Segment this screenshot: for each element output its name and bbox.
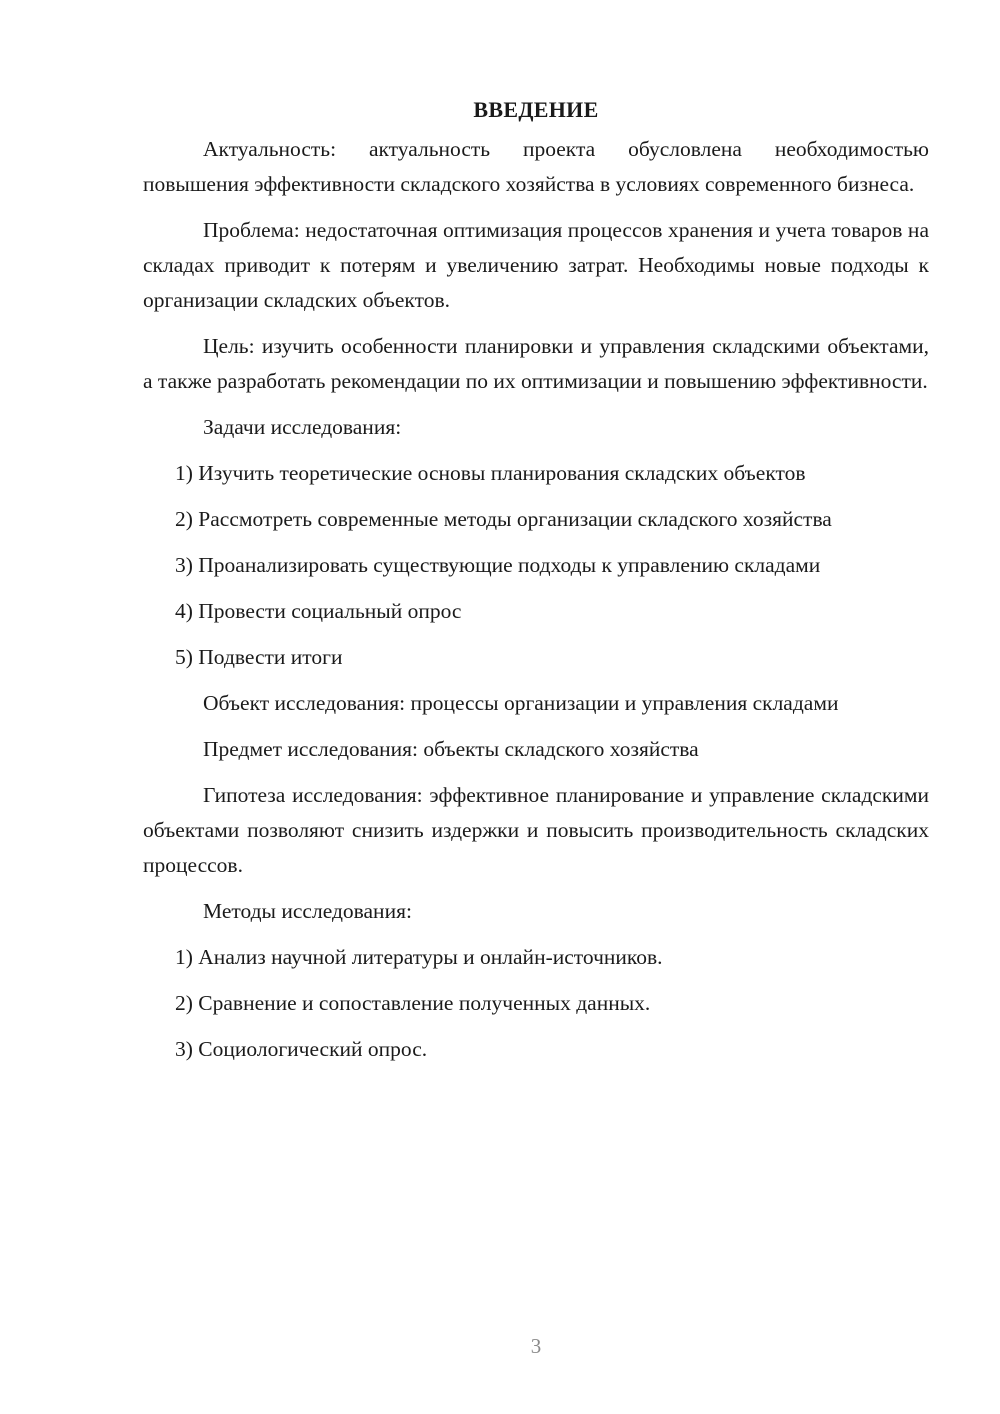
page-number: 3 — [530, 1334, 542, 1358]
methods-heading: Методы исследования: — [203, 899, 412, 923]
task-item-5: 5) Подвести итоги — [175, 645, 343, 669]
paragraph-hypothesis: Гипотеза исследования: эффективное планирование и управление складскими объектами позволяют снизить издержки и повысить производительность складских процессов. — [143, 783, 929, 877]
paragraph-relevance: Актуальность: актуальность проекта обусловлена необходимостью повышения эффективности складского хозяйства в условиях современного бизнеса. — [143, 137, 929, 196]
paragraph-problem: Проблема: недостаточная оптимизация процессов хранения и учета товаров на складах приводит к потерям и увеличению затрат. Необходимы новые подходы к организации складских объектов. — [143, 218, 929, 312]
method-item-1: 1) Анализ научной литературы и онлайн-источников. — [175, 945, 663, 969]
paragraph-goal: Цель: изучить особенности планировки и управления складскими объектами, а также разработать рекомендации по их оптимизации и повышению эффективности. — [143, 334, 929, 393]
tasks-heading: Задачи исследования: — [203, 415, 402, 439]
task-item-1: 1) Изучить теоретические основы планирования складских объектов — [175, 461, 806, 485]
task-item-2: 2) Рассмотреть современные методы организации складского хозяйства — [175, 507, 832, 531]
method-item-3: 3) Социологический опрос. — [175, 1037, 428, 1061]
task-item-3: 3) Проанализировать существующие подходы к управлению складами — [175, 553, 821, 577]
paragraph-object: Объект исследования: процессы организации и управления складами — [203, 691, 839, 715]
method-item-2: 2) Сравнение и сопоставление полученных данных. — [175, 991, 651, 1015]
task-item-4: 4) Провести социальный опрос — [175, 599, 462, 623]
section-title: ВВЕДЕНИЕ — [473, 97, 599, 122]
paragraph-subject: Предмет исследования: объекты складского хозяйства — [203, 737, 699, 761]
document-page — [143, 92, 929, 1078]
